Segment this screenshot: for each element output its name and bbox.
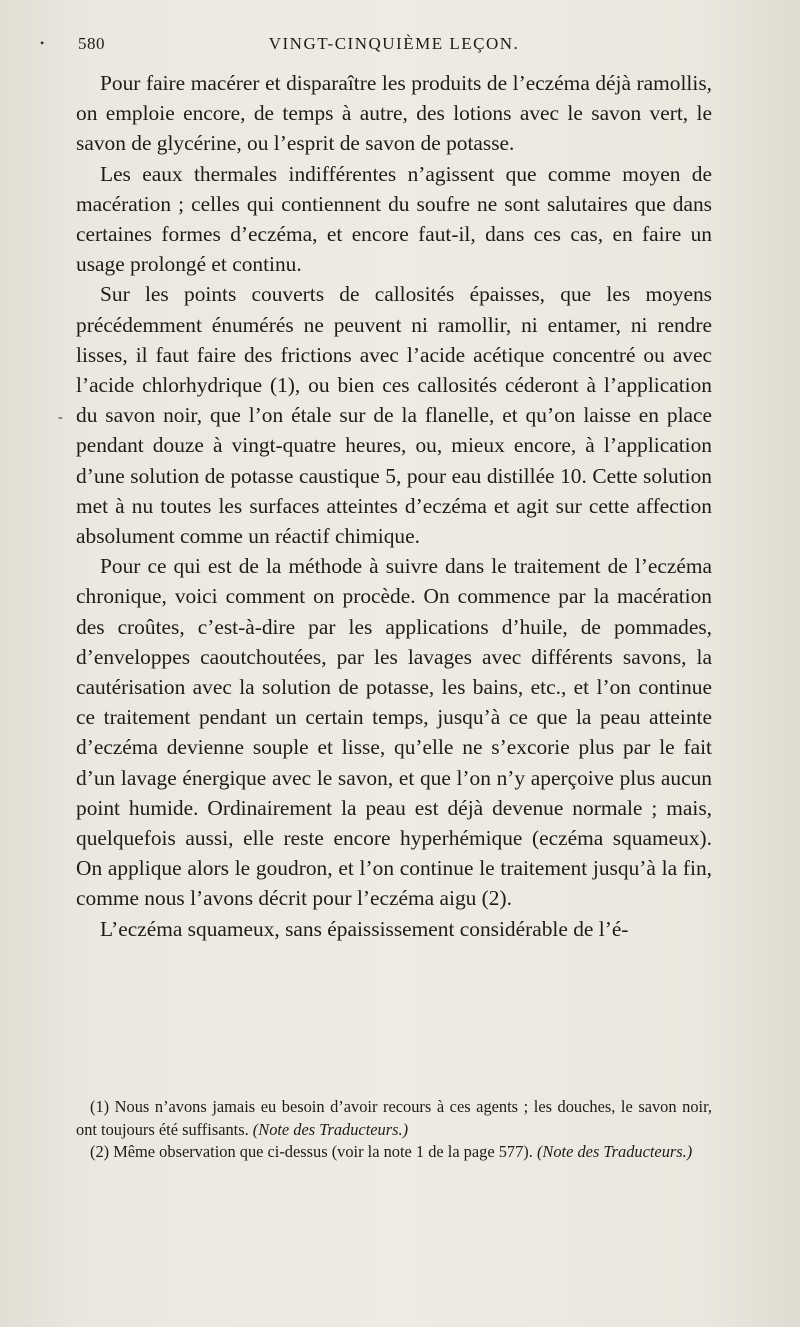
page-number: 580 (78, 34, 105, 53)
paragraph-4: Pour ce qui est de la méthode à suivre dans le traitement de l’eczéma chronique, voici comment on procède. On commence par la macération des croûtes, c’est-à-dire par les applications d’huile, de pommades, d’enveloppes caoutchoutées, par les lavages avec différents savons, la cautérisation avec la solution de potasse, les bains, etc., et l’on continue ce traitement pendant un certain temps, jusqu’à ce que la peau atteinte d’eczéma devienne souple et lisse, qu’elle ne s’excorie plus par le fait d’un lavage énergique avec le savon, et que l’on n’y aperçoive plus aucun point humide. Ordinairement la peau est déjà devenue normale ; mais, quelquefois aussi, elle reste encore hyperhémique (eczéma squameux). On applique alors le goudron, et l’on continue le traitement jusqu’à la fin, comme nous l’avons décrit pour l’eczéma aigu (2). (76, 554, 712, 911)
margin-dash: - (58, 410, 63, 425)
footnote-1-note: (Note des Traducteurs.) (252, 1119, 409, 1139)
running-title: VINGT-CINQUIÈME LEÇON. (268, 34, 520, 53)
footnote-1-text: (1) Nous n’avons jamais eu besoin d’avoir recours à ces agents ; les douches, le savon noir, ont toujours été suffisants. (76, 1097, 712, 1139)
footnotes (76, 1096, 712, 1164)
footnote-2-note: (Note des Traducteurs.) (536, 1142, 693, 1161)
paragraph-5: L’eczéma squameux, sans épaississement considérable de l’é- (100, 916, 629, 941)
page-header (76, 30, 712, 60)
footnote-1 (76, 1096, 712, 1141)
paragraph-1: Pour faire macérer et disparaître les produits de l’eczéma déjà ramollis, on emploie encore, de temps à autre, des lotions avec le savon vert, le savon de glycérine, ou l’esprit de savon de potasse. (76, 71, 712, 156)
paragraph-2: Les eaux thermales indifférentes n’agissent que comme moyen de macération ; celles qui contiennent du soufre ne sont salutaires que dans certaines formes d’eczéma, et encore faut-il, dans ces cas, en faire un usage prolongé et continu. (76, 161, 712, 277)
body-text (76, 68, 712, 944)
paragraph-3: Sur les points couverts de callosités épaisses, que les moyens précédemment énumérés ne peuvent ni ramollir, ni entamer, ni rendre lisses, il faut faire des frictions avec l’acide acétique concentré ou avec l’acide chlorhydrique (1), ou bien ces callosités céderont à l’application du savon noir, que l’on étale sur de la flanelle, et qu’on laisse en place pendant douze à vingt-quatre heures, ou, mieux encore, à l’application d’une solution de potasse caustique 5, pour eau distillée 10. Cette solution met à nu toutes les surfaces atteintes d’eczéma et agit sur cette affection absolument comme un réactif chimique. (76, 282, 712, 549)
footnote-2-text: (2) Même observation que ci-dessus (voir la note 1 de la page 577). (90, 1142, 537, 1161)
footnote-2 (76, 1141, 712, 1164)
margin-dot: • (40, 36, 45, 50)
